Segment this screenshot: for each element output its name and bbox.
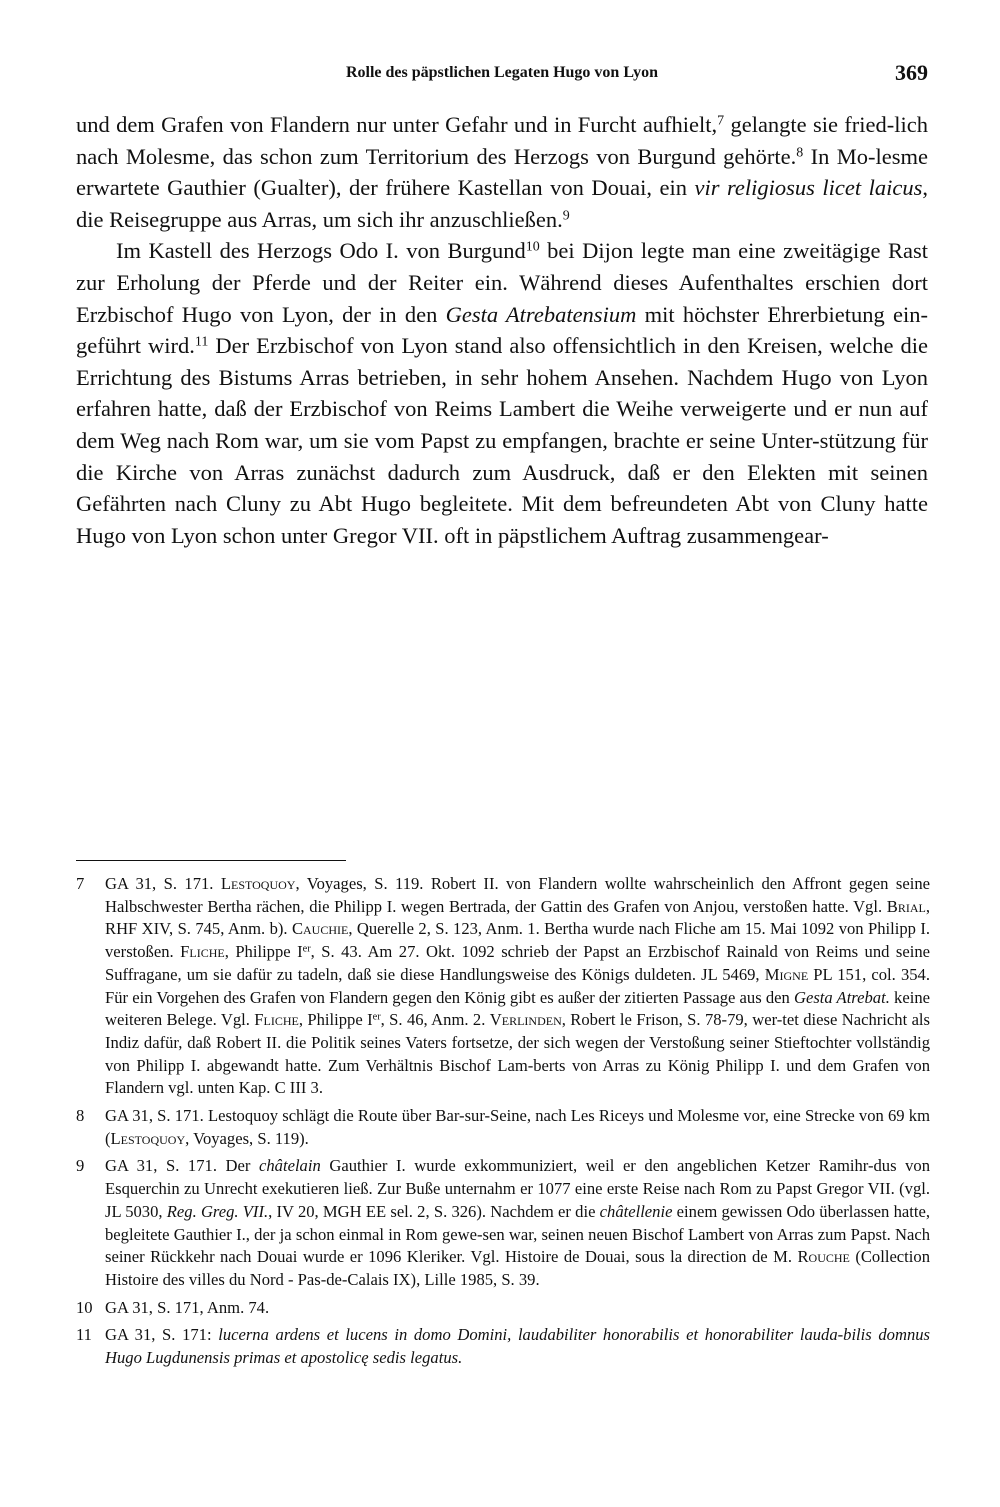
- footnote-divider: [76, 860, 346, 861]
- text-run: Gauthier I. wurde exkommuniziert, weil er den angeblichen Ketzer Ramihr-dus von Esquerchin zu Unrecht exekutieren ließ. Zur Buße unternahm er 1077 eine erste Reise nach Rom zu Papst Gregor VII. (vgl. JL 5030,: [105, 1156, 931, 1221]
- footnote-ref-7: 7: [717, 113, 725, 129]
- author-name: Migne: [764, 964, 809, 984]
- page-number: 369: [895, 60, 928, 85]
- author-name: Fliche: [180, 942, 225, 962]
- text-run: GA 31, S. 171. Lestoquoy schlägt die Route über Bar-sur-Seine, nach Les Riceys und Molesme vor, eine Strecke von 69 km (: [105, 1106, 930, 1148]
- text-run: , S. 46, Anm. 2.: [380, 1010, 490, 1030]
- latin-quotation: lucerna ardens et lucens in domo Domini, laudabiliter honorabilis et honorabiliter lauda-bilis domnus Hugo Lugdunensis primas et apostolicę sedis legatus.: [105, 1325, 930, 1368]
- text-run: einem gewissen Odo überlassen hatte, begleitete Gauthier I., der ja schon einmal in Rom gewe-sen war, seinen neuen Bischof Lambert von Arras zum Papst. Nach seiner Rückkehr nach Douai wurde er 1096 Kleriker. Vgl. Histoire de Douai, sous la direction de M.: [105, 1201, 930, 1267]
- text-run: , Philippe I: [224, 942, 303, 962]
- footnote-ref-10: 10: [525, 239, 540, 255]
- text-run: gelangte sie fried-lich nach Molesme, das schon zum Territorium des Herzogs von Burgund gehörte.: [76, 112, 928, 169]
- superscript: er: [372, 1011, 381, 1023]
- footnote-number: 11: [76, 1325, 92, 1345]
- footnote-11: [76, 1324, 930, 1369]
- text-run: bei Dijon legte man eine zweitägige Rast zur Erholung der Pferde und der Reiter ein. Während dieses Aufenthaltes erschien dort Erzbischof Hugo von Lyon, der in den: [76, 238, 928, 327]
- french-term: châtelain: [259, 1156, 321, 1176]
- text-run: GA 31, S. 171.: [105, 874, 221, 893]
- text-run: GA 31, S. 171:: [105, 1325, 219, 1345]
- running-head: [76, 60, 928, 90]
- text-run: , Voyages, S. 119. Robert II. von Flandern wollte wahrscheinlich den Affront gegen seine Halbschwester Bertha rächen, die Philipp I. wegen Bertrada, der Gattin des Grafen von Anjou, verstoßen hatte. Vgl.: [105, 874, 930, 916]
- footnote-7: [76, 873, 930, 1100]
- footnote-8: [76, 1105, 930, 1150]
- running-title: Rolle des päpstlichen Legaten Hugo von Lyon: [345, 64, 659, 81]
- text-run: keine weiteren Belege. Vgl.: [105, 987, 930, 1030]
- text-run: , Robert le Frison, S. 78-79, wer-tet diese Nachricht als Indiz dafür, daß Robert II. die Politik seines Vaters fortsetze, der sich wegen der Verstoßung seiner Stieftochter vollständig von Philipp I. abgewandt hatte. Zum Verhältnis Bischof Lam-berts von Arras zu König Philipp I. und dem Grafen von Flandern vgl. unten Kap. C III 3.: [105, 1010, 931, 1098]
- footnote-number: 10: [76, 1297, 93, 1317]
- text-run: (Collection Histoire des villes du Nord - Pas-de-Calais IX), Lille 1985, S. 39.: [105, 1247, 930, 1289]
- text-run: , Philippe I: [298, 1010, 373, 1030]
- text-run: , S. 43. Am 27. Okt. 1092 schrieb der Papst an Erzbischof Rainald von Reims und seine Suffragane, um sie dafür zu tadeln, daß sie diese Handlungsweise des Königs duldeten. JL 5469,: [105, 942, 930, 984]
- french-term: châtellenie: [599, 1201, 673, 1221]
- text-run: Der Erzbischof von Lyon stand also offensichtlich in den Kreisen, welche die Errichtung des Bistums Arras betrieben, in sehr hohem Ansehen. Nachdem Hugo von Lyon erfahren hatte, daß der Erzbischof von Reims Lambert die Weihe verweigerte und er nun auf dem Weg nach Rom war, um sie vom Papst zu empfangen, brachte er seine Unter-stützung für die Kirche von Arras zunächst dadurch zum Ausdruck, daß er den Elekten mit seinen Gefährten nach Cluny zu Abt Hugo begleitete. Mit dem befreundeten Abt von Cluny hatte Hugo von Lyon schon unter Gregor VII. oft in päpstlichem Auftrag zusammengear-: [76, 333, 929, 548]
- author-name: Verlinden: [489, 1010, 562, 1030]
- text-run: , RHF XIV, S. 745, Anm. b).: [105, 896, 930, 939]
- paragraph-2: [76, 235, 928, 551]
- footnote-number: 8: [76, 1106, 85, 1126]
- text-run: , Querelle 2, S. 123, Anm. 1. Bertha wurde nach Fliche am 15. Mai 1092 von Philipp I. verstoßen.: [105, 919, 930, 962]
- footnotes: [76, 873, 930, 1375]
- text-run: GA 31, S. 171. Der: [105, 1156, 260, 1176]
- text-run: PL 151, col. 354. Für ein Vorgehen des Grafen von Flandern gegen den König gibt es außer der zitierten Passage aus den: [105, 964, 931, 1007]
- footnote-ref-8: 8: [796, 144, 804, 160]
- text-run: , IV 20, MGH EE sel. 2, S. 326). Nachdem er die: [268, 1201, 600, 1221]
- work-title: Gesta Atrebat.: [793, 987, 890, 1007]
- footnote-ref-11: 11: [194, 334, 209, 350]
- author-name: Brial: [886, 896, 926, 916]
- footnote-number: 7: [76, 874, 85, 893]
- latin-phrase: vir religiosus licet laicus: [694, 175, 923, 201]
- footnote-9: [76, 1155, 930, 1291]
- author-name: Fliche: [254, 1010, 299, 1030]
- text-run: Im Kastell des Herzogs Odo I. von Burgund: [116, 238, 526, 264]
- author-name: Lestoquoy: [110, 1128, 186, 1148]
- paragraph-1: [76, 109, 928, 235]
- text-run: mit höchster Ehrerbietung ein-geführt wird.: [76, 301, 929, 359]
- text-run: GA 31, S. 171, Anm. 74.: [105, 1297, 270, 1317]
- author-name: Rouche: [797, 1247, 850, 1267]
- main-text: [76, 109, 928, 551]
- footnote-number: 9: [76, 1156, 85, 1176]
- author-name: Cauchie: [291, 919, 349, 939]
- text-run: , die Reisegruppe aus Arras, um sich ihr anzuschließen.: [76, 175, 928, 232]
- text-run: In Mo-lesme erwartete Gauthier (Gualter), der frühere Kastellan von Douai, ein: [76, 143, 928, 201]
- footnote-10: [76, 1297, 930, 1320]
- footnote-ref-9: 9: [562, 208, 570, 224]
- text-run: , Voyages, S. 119).: [185, 1128, 309, 1148]
- author-name: Lestoquoy: [220, 874, 296, 893]
- superscript: er: [302, 943, 311, 955]
- text-run: und dem Grafen von Flandern nur unter Gefahr und in Furcht aufhielt,: [76, 112, 718, 137]
- work-title: Gesta Atrebatensium: [445, 301, 637, 327]
- work-title: Reg. Greg. VII.: [166, 1201, 269, 1221]
